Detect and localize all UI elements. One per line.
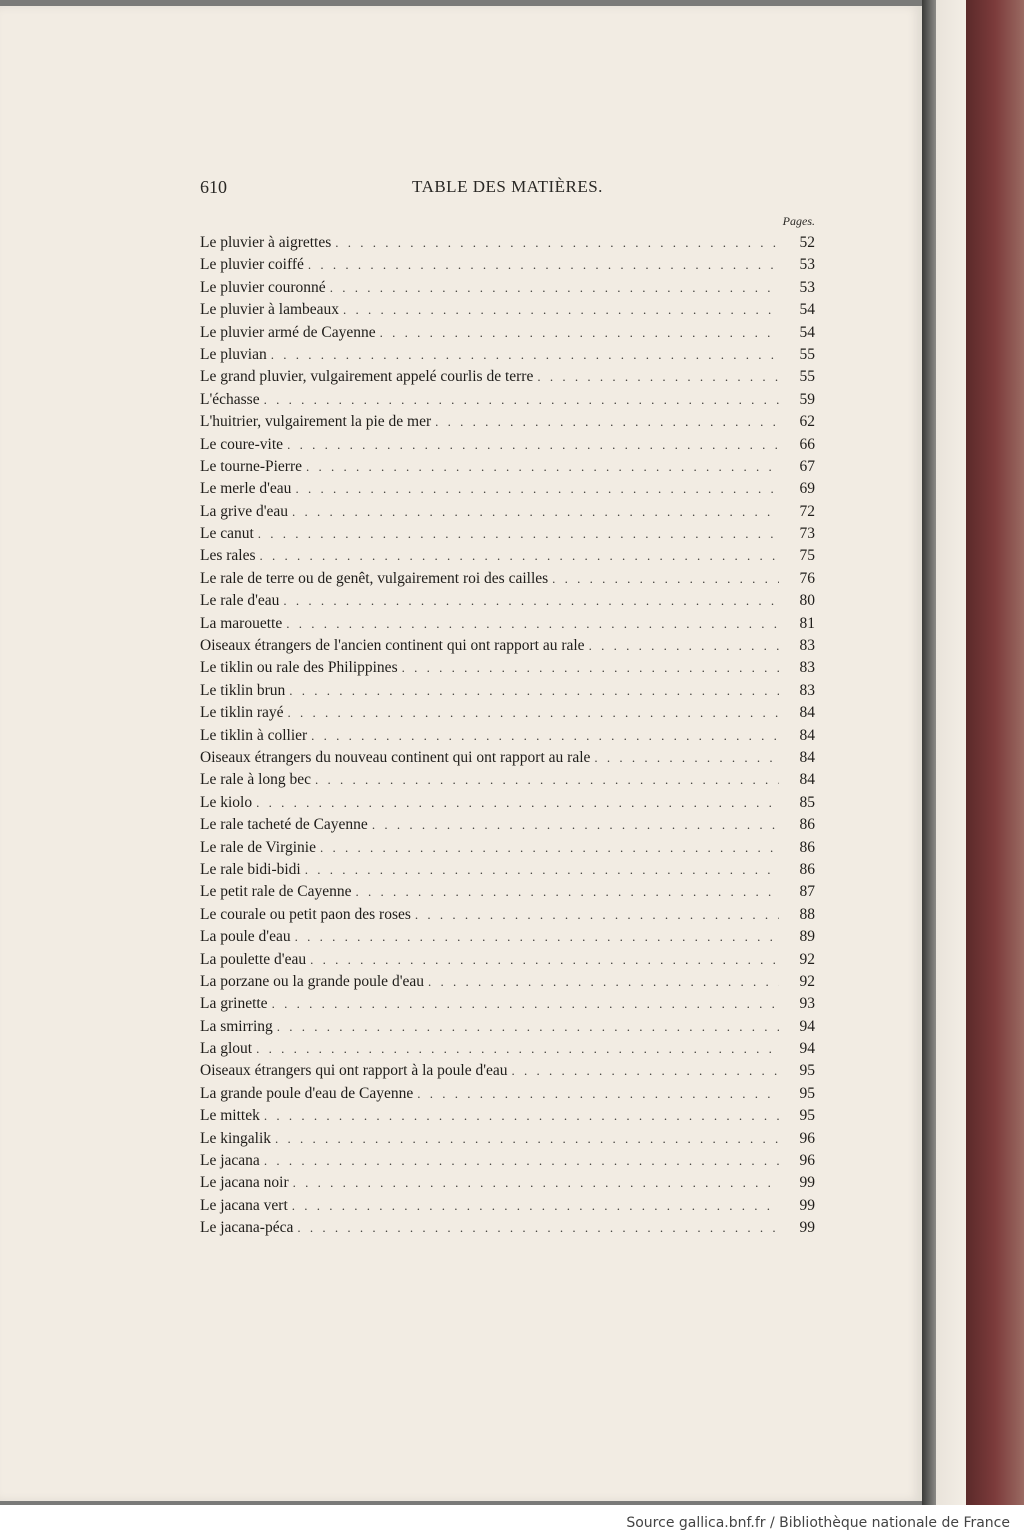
toc-entry xyxy=(200,1016,815,1038)
toc-entry xyxy=(200,1217,815,1239)
toc-leader-dots xyxy=(343,299,779,321)
toc-leader-dots xyxy=(335,232,779,254)
toc-entry-page: 86 xyxy=(799,816,815,834)
toc-leader-dots xyxy=(283,590,779,612)
toc-leader-dots xyxy=(552,568,779,590)
toc-entry-page: 95 xyxy=(799,1062,815,1080)
toc-entry xyxy=(200,837,815,859)
toc-entry-page: 84 xyxy=(799,748,815,766)
toc-leader-dots xyxy=(256,1038,779,1060)
toc-entry-page: 86 xyxy=(799,838,815,856)
toc-entry xyxy=(200,277,815,299)
toc-entry-title: Le rale d'eau xyxy=(200,592,280,610)
toc-entry-title: Le grand pluvier, vulgairement appelé courlis de terre xyxy=(200,368,534,386)
toc-entry-title: La grande poule d'eau de Cayenne xyxy=(200,1084,414,1102)
pages-column-label: Pages. xyxy=(782,214,815,228)
toc-entry xyxy=(200,1172,815,1194)
toc-entry-title: Le kingalik xyxy=(200,1129,272,1147)
toc-entry xyxy=(200,725,815,747)
toc-entry-title: Le pluvian xyxy=(200,345,267,363)
toc-entry-page: 54 xyxy=(799,301,815,319)
toc-leader-dots xyxy=(415,904,779,926)
toc-entry-page: 83 xyxy=(799,637,815,655)
toc-entry-title: La grinette xyxy=(200,995,268,1013)
toc-entry xyxy=(200,657,815,679)
toc-entry-page: 81 xyxy=(799,614,815,632)
toc-entry-title: La smirring xyxy=(200,1017,273,1035)
table-of-contents xyxy=(200,232,815,1240)
toc-entry-title: Le merle d'eau xyxy=(200,480,292,498)
toc-entry-title: Le petit rale de Cayenne xyxy=(200,883,352,901)
toc-leader-dots xyxy=(258,523,779,545)
toc-entry-page: 95 xyxy=(799,1107,815,1125)
toc-entry xyxy=(200,1105,815,1127)
toc-entry-title: Le rale à long bec xyxy=(200,771,312,789)
toc-entry xyxy=(200,590,815,612)
toc-leader-dots xyxy=(380,322,779,344)
toc-entry-page: 55 xyxy=(799,368,815,386)
toc-entry-page: 52 xyxy=(799,234,815,251)
toc-entry xyxy=(200,926,815,948)
toc-leader-dots xyxy=(330,277,779,299)
toc-entry xyxy=(200,434,815,456)
toc-entry-title: Oiseaux étrangers du nouveau continent qui ont rapport au rale xyxy=(200,748,591,766)
toc-entry xyxy=(200,814,815,836)
toc-leader-dots xyxy=(272,993,779,1015)
toc-entry xyxy=(200,1060,815,1082)
toc-leader-dots xyxy=(428,971,779,993)
toc-entry-page: 94 xyxy=(799,1040,815,1058)
toc-entry-page: 95 xyxy=(799,1084,815,1102)
toc-entry xyxy=(200,389,815,411)
toc-leader-dots xyxy=(417,1083,779,1105)
toc-entry xyxy=(200,1038,815,1060)
toc-entry xyxy=(200,299,815,321)
toc-entry xyxy=(200,747,815,769)
toc-entry-page: 75 xyxy=(799,547,815,565)
toc-entry xyxy=(200,792,815,814)
toc-entry xyxy=(200,1150,815,1172)
toc-entry-title: Le jacana xyxy=(200,1152,260,1170)
toc-leader-dots xyxy=(292,1195,779,1217)
toc-leader-dots xyxy=(594,747,779,769)
toc-entry xyxy=(200,523,815,545)
toc-leader-dots xyxy=(292,501,779,523)
toc-leader-dots xyxy=(320,837,779,859)
toc-entry-title: La porzane ou la grande poule d'eau xyxy=(200,972,424,990)
toc-entry xyxy=(200,545,815,567)
toc-entry-title: Le pluvier coiffé xyxy=(200,256,304,274)
toc-entry-page: 96 xyxy=(799,1129,815,1147)
toc-entry-page: 85 xyxy=(799,793,815,811)
toc-leader-dots xyxy=(512,1060,779,1082)
toc-entry-title: Le mittek xyxy=(200,1107,260,1125)
toc-entry-page: 84 xyxy=(799,704,815,722)
toc-entry xyxy=(200,232,815,254)
toc-entry-page: 62 xyxy=(799,413,815,431)
toc-leader-dots xyxy=(355,881,779,903)
toc-entry-page: 76 xyxy=(799,569,815,587)
toc-entry-title: Le rale de terre ou de genêt, vulgairement roi des cailles xyxy=(200,569,549,587)
toc-entry-title: Le rale bidi-bidi xyxy=(200,860,301,878)
toc-entry-page: 69 xyxy=(799,480,815,498)
toc-entry-title: Le pluvier armé de Cayenne xyxy=(200,323,376,341)
toc-entry-page: 53 xyxy=(799,278,815,296)
page-header xyxy=(200,173,815,203)
toc-entry-title: Le canut xyxy=(200,525,254,543)
toc-entry xyxy=(200,501,815,523)
toc-entry xyxy=(200,859,815,881)
toc-entry-title: Le jacana-péca xyxy=(200,1219,294,1237)
toc-entry xyxy=(200,1128,815,1150)
toc-entry-title: Le pluvier couronné xyxy=(200,278,326,296)
toc-entry-title: Le kiolo xyxy=(200,793,253,811)
toc-entry-title: Le tourne-Pierre xyxy=(200,457,302,475)
page-number: 610 xyxy=(200,177,227,197)
toc-entry-page: 99 xyxy=(799,1174,815,1192)
toc-entry xyxy=(200,344,815,366)
toc-entry-page: 72 xyxy=(799,502,815,520)
toc-leader-dots xyxy=(293,1172,779,1194)
toc-entry-page: 66 xyxy=(799,435,815,453)
toc-entry-title: Le jacana noir xyxy=(200,1174,289,1192)
toc-entry xyxy=(200,322,815,344)
toc-leader-dots xyxy=(295,478,779,500)
toc-leader-dots xyxy=(256,792,779,814)
toc-leader-dots xyxy=(315,769,779,791)
toc-leader-dots xyxy=(260,545,779,567)
toc-entry xyxy=(200,949,815,971)
toc-leader-dots xyxy=(537,366,779,388)
running-title: TABLE DES MATIÈRES. xyxy=(412,177,603,196)
toc-entry-page: 53 xyxy=(799,256,815,274)
toc-entry xyxy=(200,680,815,702)
toc-entry-title: Le rale tacheté de Cayenne xyxy=(200,816,368,834)
toc-entry xyxy=(200,456,815,478)
toc-entry xyxy=(200,881,815,903)
toc-entry-page: 55 xyxy=(799,345,815,363)
toc-leader-dots xyxy=(589,635,779,657)
toc-leader-dots xyxy=(264,1150,779,1172)
toc-entry-title: Le tiklin ou rale des Philippines xyxy=(200,659,398,677)
toc-entry-page: 94 xyxy=(799,1017,815,1035)
toc-entry xyxy=(200,613,815,635)
toc-entry xyxy=(200,635,815,657)
toc-leader-dots xyxy=(287,434,779,456)
toc-leader-dots xyxy=(402,657,779,679)
toc-leader-dots xyxy=(310,949,779,971)
toc-entry-title: La poule d'eau xyxy=(200,928,291,946)
toc-entry-page: 83 xyxy=(799,681,815,699)
toc-entry xyxy=(200,1083,815,1105)
toc-leader-dots xyxy=(311,725,779,747)
toc-entry-title: La marouette xyxy=(200,614,283,632)
toc-entry-title: Oiseaux étrangers qui ont rapport à la poule d'eau xyxy=(200,1062,508,1080)
toc-entry-page: 93 xyxy=(799,995,815,1013)
toc-leader-dots xyxy=(277,1016,779,1038)
toc-entry-title: Le pluvier à lambeaux xyxy=(200,301,340,319)
toc-entry-page: 96 xyxy=(799,1152,815,1170)
toc-entry-title: Le jacana vert xyxy=(200,1196,288,1214)
toc-entry-title: La glout xyxy=(200,1040,253,1058)
toc-leader-dots xyxy=(289,680,779,702)
toc-entry-page: 84 xyxy=(799,726,815,744)
toc-entry-title: La poulette d'eau xyxy=(200,950,307,968)
toc-entry xyxy=(200,769,815,791)
toc-entry-title: La grive d'eau xyxy=(200,502,288,520)
toc-entry-title: L'échasse xyxy=(200,390,260,408)
toc-entry xyxy=(200,366,815,388)
toc-leader-dots xyxy=(295,926,779,948)
book-cover-edge xyxy=(966,0,1024,1505)
toc-leader-dots xyxy=(306,456,779,478)
toc-entry-page: 80 xyxy=(799,592,815,610)
toc-entry xyxy=(200,1195,815,1217)
toc-entry-title: Le coure-vite xyxy=(200,435,284,453)
toc-leader-dots xyxy=(286,613,779,635)
toc-leader-dots xyxy=(297,1217,779,1239)
toc-entry xyxy=(200,254,815,276)
toc-entry-page: 88 xyxy=(799,905,815,923)
toc-entry-page: 86 xyxy=(799,860,815,878)
toc-leader-dots xyxy=(271,344,779,366)
toc-entry-page: 89 xyxy=(799,928,815,946)
toc-entry-title: Le tiklin brun xyxy=(200,681,286,699)
toc-entry-title: Le pluvier à aigrettes xyxy=(200,234,332,251)
toc-entry xyxy=(200,904,815,926)
toc-entry-page: 92 xyxy=(799,950,815,968)
toc-entry-title: Le tiklin à collier xyxy=(200,726,308,744)
toc-entry-title: Le tiklin rayé xyxy=(200,704,284,722)
toc-entry-page: 54 xyxy=(799,323,815,341)
toc-entry-page: 92 xyxy=(799,972,815,990)
toc-entry xyxy=(200,568,815,590)
toc-leader-dots xyxy=(435,411,779,433)
toc-entry-page: 84 xyxy=(799,771,815,789)
book-gutter xyxy=(922,0,936,1505)
toc-entry xyxy=(200,993,815,1015)
toc-entry xyxy=(200,411,815,433)
toc-entry-page: 99 xyxy=(799,1219,815,1237)
toc-entry xyxy=(200,478,815,500)
toc-leader-dots xyxy=(288,702,780,724)
toc-entry-title: Le rale de Virginie xyxy=(200,838,316,856)
toc-leader-dots xyxy=(264,1105,779,1127)
toc-entry-page: 87 xyxy=(799,883,815,901)
toc-entry xyxy=(200,702,815,724)
toc-entry-title: Oiseaux étrangers de l'ancien continent qui ont rapport au rale xyxy=(200,637,585,655)
toc-entry-page: 99 xyxy=(799,1196,815,1214)
facing-page-edge xyxy=(936,0,966,1505)
toc-entry-page: 73 xyxy=(799,525,815,543)
source-credit: Source gallica.bnf.fr / Bibliothèque nationale de France xyxy=(626,1515,1010,1531)
toc-leader-dots xyxy=(372,814,779,836)
toc-leader-dots xyxy=(275,1128,779,1150)
toc-entry-page: 67 xyxy=(799,457,815,475)
toc-entry-title: Les rales xyxy=(200,547,256,565)
toc-leader-dots xyxy=(264,389,779,411)
toc-leader-dots xyxy=(308,254,779,276)
toc-entry xyxy=(200,971,815,993)
toc-leader-dots xyxy=(305,859,779,881)
toc-entry-page: 83 xyxy=(799,659,815,677)
toc-entry-title: Le courale ou petit paon des roses xyxy=(200,905,411,923)
toc-entry-page: 59 xyxy=(799,390,815,408)
toc-entry-title: L'huitrier, vulgairement la pie de mer xyxy=(200,413,432,431)
